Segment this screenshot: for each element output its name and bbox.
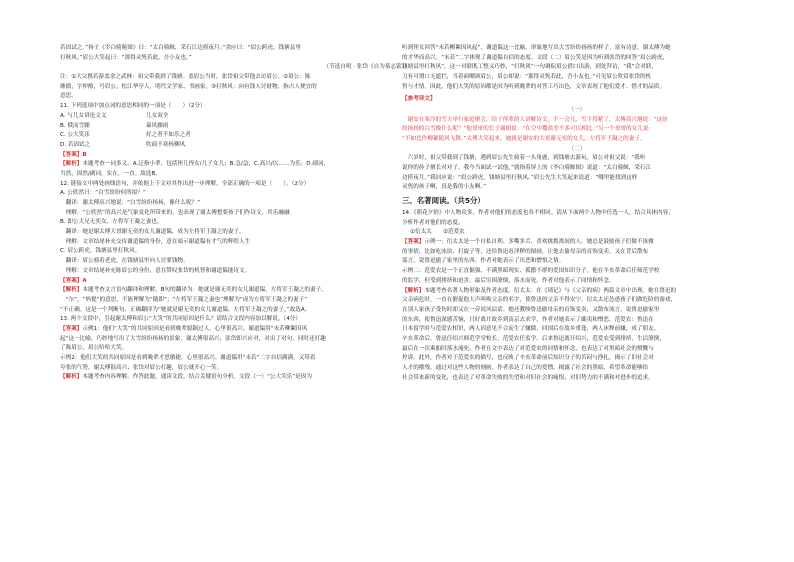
label-tag: 【答案】 — [60, 325, 83, 332]
item-line: 理解：文章结尾补充交待谢道韫的身份，意在暗示谢道韫有才气的辉煌人生 — [60, 238, 251, 245]
passage-source: （节选自明 · 张岱《自为墓志铭》） — [323, 64, 410, 71]
translation-line: “不如比作柳絮随风飞舞。”太傅大笑起来。她就是谢安的大哥谢无奕的女儿，左将军王凝之的妻子。 — [402, 136, 646, 142]
analysis-line: 辛亥革命后，鲁迅任绍兴师范学堂校长，范爱农任监学。后来鲁迅离开绍兴，范爱农受到排挤，生活潦倒， — [402, 335, 665, 342]
item-line: 翻译：谢太傅高兴地说：“白雪纷纷扬扬，像什么呢？” — [60, 200, 201, 206]
item-line: 理解：文章结尾补充陈眉公的身份，意在赞叹张岱的机智和谢道韫能诗文。 — [60, 267, 251, 274]
question-12-answer: 【答案】A — [60, 277, 87, 284]
translation-line: 谢安在寒冷的雪天举行家庭聚会，给子侄辈的人讲解诗文。不一会儿，雪下得紧了，太傅高兴地说：“这纷 — [402, 116, 668, 123]
analysis-line: 的东西，使鲁迅深感苦恼，只好离开故乡到南京去求学。作者对她表示了鄙夷和憎恶。范爱农：鲁迅在 — [402, 316, 654, 323]
right-column — [402, 44, 752, 383]
question-13-answer — [60, 325, 410, 372]
option-compare: 儿女双全 — [146, 112, 169, 119]
label-tag: 【解析】 — [60, 161, 83, 168]
reference-translation-title: 【参考译文】 — [402, 96, 436, 103]
question-12-stem: 12. 链接文中两处画线语句，并依据上下文对其作出进一步理解，全部正确的一项是（ ）。（2分） — [60, 180, 310, 187]
answer-line: 谣言，说鲁迅偷了家里的东西。作者对她表示了厌恶和憎恨之情。 — [402, 258, 565, 265]
passage-note — [60, 73, 410, 101]
label-text: 本题考查名著人物形象及作者态度。衍太太：在《琐记》与《父亲的病》两篇文章中出现。她在鲁迅的 — [424, 287, 677, 294]
answer-line — [60, 325, 410, 334]
question-14-analysis — [402, 287, 752, 383]
question-11-stem: 11. 下列选项中加点词的意思相同的一项是（ ）（2分） — [60, 103, 206, 110]
question-12-items — [60, 189, 410, 275]
passage-text — [60, 44, 410, 62]
question-11-analysis — [60, 160, 410, 178]
item-line: C. 眉公跨虎，钱塘县里打秋风。 — [60, 248, 141, 255]
option-row — [60, 141, 410, 150]
question-13-analysis — [60, 373, 410, 382]
option-sentence: C. 公大笑乐 — [60, 132, 90, 139]
label-tag: 【解析】 — [60, 287, 83, 294]
label-tag: 【答案】 — [402, 239, 425, 246]
text-line: 打秋风。”眉公大笑起曰：“那得灵隽若此，吾小友也。” — [60, 54, 192, 61]
text-line: 的才华而高兴。“未若”二字体现了谢道韫自信的态度。文段（二）眉公笑是因为听到张岱的回答“眉公跨虎， — [402, 54, 669, 61]
label-text: 本题考查内容理解。作答此题，通读文段，结合关键语句分析。文段（一）“公大笑乐”是因为 — [82, 374, 312, 381]
text-line: 听到侄女回答“未若柳絮因风起”，谢道韫这一比喻，形象地写出大雪纷纷扬扬的样子，富有诗意，谢太傅为她 — [402, 45, 671, 51]
answer-line: 示例二：范爱农是一个正直倔强、不满黑暗现实、孤傲不群的爱国知识分子。他在辛亥革命后任师范学校 — [402, 268, 660, 275]
note-line: 注：①大父携若游盖余之武林：祖父带我到了钱塘。盖眉公当时，张岱祖父带他去访眉公。②眉公：陈 — [60, 74, 311, 81]
option-sentence: B. 俄而雪骤 — [60, 122, 90, 129]
answer-line: 示例2：他们大笑的共同原因是看到晚辈才思敏捷，心里很高兴。谢道韫用“未若”二字自信满满，又带着 — [60, 355, 316, 361]
answer-line: 了陈眉公，眉公哈哈大笑。 — [60, 345, 128, 352]
analysis-line: 日本留学时与范爱农相识，两人因意见不合而生了嫌隙。回国后在故乡重逢，两人冰释前嫌，成了朋友。 — [402, 326, 660, 333]
option-compare: 吹面不寒杨柳风 — [146, 141, 186, 148]
translation-line: 六岁时，祖父带我到了钱塘，遇到眉公先生骑着一头角鹿，到钱塘去游玩。眉公对祖父说：“我听 — [402, 155, 646, 162]
stem-line: 分析作者对他们的态度。 — [402, 219, 464, 226]
question-12-analysis — [60, 286, 410, 314]
option-row — [60, 112, 410, 121]
text-line: 钱塘县里打秋风”，这一对联既工整又巧妙，“打秋风”一句调侃眉公借口出游，到处拜访，“我”会对联， — [402, 64, 658, 71]
question-14-choices — [402, 228, 752, 237]
analysis-line: 最后在一次乘船时落水淹死。作者在文中表达了对范爱农的同情和怀念，也表达了对黑暗社会的愤慨与 — [402, 345, 654, 352]
section-3-title: 三、名著阅读。（共5分） — [402, 196, 485, 206]
translation-part-2 — [402, 154, 752, 192]
translation-line: 灵隽的孩子啊，真是我的小友啊。” — [402, 184, 487, 191]
analysis-line — [60, 286, 410, 295]
analysis-line: “尔”，“妈提”的意思，不能理解为“随即”；“左将军王凝之妻也”理解为“成为左将军王凝之的妻子” — [60, 296, 308, 303]
analysis-line: 当然，固然/副词，实在，一直。故选B。 — [60, 170, 161, 177]
question-11-answer: 【答案】B — [60, 151, 87, 158]
label-tag: 【解析】 — [60, 374, 83, 381]
text-line: 刀有可谓口无遮拦，当着面嘲讽眉公，眉公却说：“那得灵隽若此，吾小友也。”可见眉公欣赏张岱的机 — [402, 74, 652, 81]
choice-line: ①衍太太 ②范爱农 — [410, 229, 465, 236]
translation-line: 说你的孙子擅长对对子，我今当面试一试他。”就指着屏上的《李白骑鲸图》说道：“太白骑鲸，采石江 — [402, 165, 652, 172]
left-column — [60, 44, 410, 383]
analysis-line: 控诉。此外，作者对于范爱农的描写，也反映了辛亥革命前后知识分子的苦闷与挣扎，揭示了旧社会对 — [402, 355, 654, 362]
answer-line: 夸张的气势，谢太傅很高兴；张岱对眉公打趣，眉公就开心一笑。 — [60, 364, 223, 371]
label-text: 示例一：衍太太是一个自私自利、多嘴多舌、喜欢挑拨离间的人。她总是鼓励孩子们做不该做 — [424, 239, 654, 246]
analysis-continued — [402, 44, 752, 91]
option-compare: 暴风骤雨 — [146, 122, 169, 129]
question-11-options — [60, 112, 410, 150]
label-text: 本题考查一词多义。A.泛指小辈，包括侄儿侄女/儿子女儿；B.急/急；C.高兴/以……为乐；D.副词， — [82, 161, 330, 168]
item-line: A. 公欣然曰：“白雪纷纷何所拟？” — [60, 190, 146, 197]
answer-line: 的事情，比如吃冰块、打旋子等，还给鲁迅看淫秽的图画，让他去偷母亲的首饰变卖，又在背后散布 — [402, 248, 649, 255]
note-line: 意思。 — [60, 93, 77, 100]
analysis-line — [402, 287, 752, 296]
translation-part-1 — [402, 116, 752, 144]
answer-line — [402, 238, 752, 247]
analysis-line: 社会带来新的变化，也表达了对革命失败的失望和对旧社会的痛恨，对旧势力的不满和对进步的追求。 — [402, 374, 654, 381]
item-line: 翻译：眉公骑着老虎，在钱塘县里向人讨要钱物。 — [60, 258, 189, 265]
analysis-line — [60, 160, 410, 169]
question-14-answer — [402, 238, 752, 285]
label-text: 本题考查文言语句翻译和理解。B句的翻译为：她就是谢无奕的女儿谢道韫，左将军王凝之的妻子。 — [82, 287, 327, 294]
item-line: B. 即公大兄无奕女，左将军王凝之妻也。 — [60, 219, 163, 226]
translation-line: 边捞夜月。”我回应说：“眉公跨虎，钱塘县里打秋风。”眉公先生大笑起来说道：“哪里能找到这样 — [402, 174, 638, 181]
analysis-line: 人才的摧残。通过对这些人物的刻画，作者表达了自己的爱憎，揭露了社会的黑暗，希望革命能够给 — [402, 365, 649, 372]
option-sentence: D. 若固试之 — [60, 141, 91, 148]
option-row — [60, 131, 410, 140]
analysis-line: “不正确。这是一个判断句，正确翻译为“她就是谢无奕的女儿谢道韫，左将军王凝之的妻子。”故选A。 — [60, 306, 311, 313]
translation-line: 纷扬扬的白雪像什么呢？”他哥哥的长子谢朗说：“在空中撒盐差不多可以相比。”另一个哥哥的女儿说： — [402, 126, 655, 133]
question-14-stem — [402, 209, 752, 227]
answer-line: 的监学，但受到排挤和迫害，最后穷困潦倒，落水而死。作者对他表示了同情和怀念。 — [402, 277, 615, 284]
note-line: 继儒，字仲醇，号眉公，松江华亭人，明代文学家、书画家。③打秋风：向有钱人讨财物，指占人便宜的 — [60, 83, 317, 90]
translation-part-1-label: （一） — [568, 106, 586, 113]
option-sentence: A. 与儿女讲论文义 — [60, 112, 107, 119]
analysis-line: 在别人家孩子受伤时却又在一旁说风凉话。她还教唆鲁迅偷母亲的首饰变卖，又散布流言，说鲁迅偷家里 — [402, 306, 660, 313]
item-line: 翻译：她是谢太傅大哥谢无奕的女儿谢道韫，成为左将军王凝之的妻子。 — [60, 229, 245, 236]
question-13-stem: 13. 两个文段中，引起谢太傅和眉公“大笑”的共同原因是什么？请结合文段内容加以解说。（4分） — [60, 316, 301, 323]
label-text: 示例1：他们“大笑”的共同原因是看到晚辈聪颖过人，心里很高兴。谢道韫用“未若柳絮因风 — [82, 325, 308, 332]
option-compare: 好之者不如乐之者 — [146, 132, 191, 139]
stem-line: 14.《朝花夕拾》中人物众多，作者对他们的态度也各不相同。请从下面两个人物中任选一人，结合具体内容， — [402, 210, 674, 217]
text-line: 智与才情。因此，他们大笑的原因都是因为听到晚辈的对答工巧出色，文章表现了他们爱才、惜才的品质。 — [402, 83, 665, 90]
text-line: 若固试之。”扬子《宰白骑秘图》曰：“太白骑鲸，采石江边捞夜月。”余应曰：“眉公跨虎，钱塘县里 — [60, 45, 301, 51]
label-tag: 【解析】 — [402, 287, 425, 294]
option-row — [60, 122, 410, 131]
analysis-line: 父亲病危时，一直在催促他大声叫唤父亲的名字，使鲁迅的父亲不得安宁。衍太太还怂恿孩子们做危险的游戏， — [402, 297, 677, 304]
answer-line: 起”这一比喻，巧妙地写出了大雪纷纷扬扬的景象，谢太傅很高兴；张岱即兴应对，对出了对句，同时还打趣 — [60, 335, 326, 342]
translation-part-2-label: （二） — [568, 145, 586, 152]
item-line: 理解：“公欣然”的高兴是气象变化所带来的，也表现了谢太傅想要孩子们作诗文，其乐融融 — [60, 209, 290, 216]
